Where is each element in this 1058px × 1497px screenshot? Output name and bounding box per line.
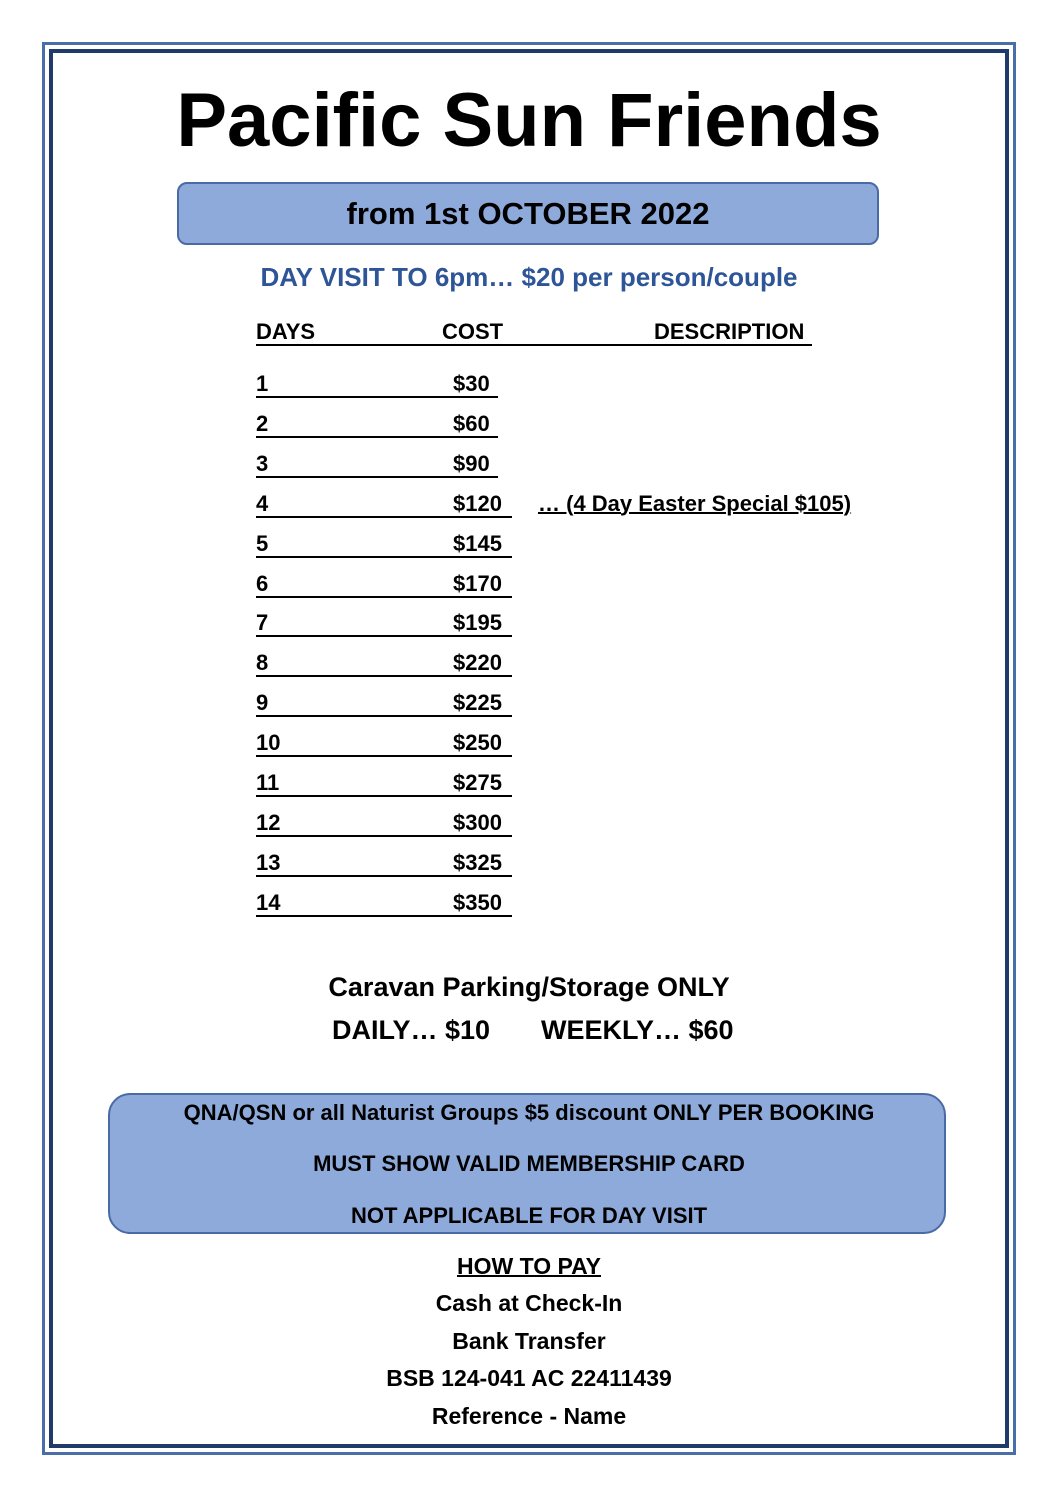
discount-line-day-visit: NOT APPLICABLE FOR DAY VISIT (350, 1203, 708, 1228)
pay-method-bank: Bank Transfer (452, 1328, 606, 1354)
rate-cost: $350 (453, 889, 502, 915)
rate-cost: $170 (453, 570, 502, 596)
rate-days: 4 (256, 490, 269, 516)
rate-row-underline (256, 596, 512, 598)
header-description: DESCRIPTION (654, 319, 805, 344)
rate-cost: $120 (453, 490, 502, 516)
how-to-pay-heading: HOW TO PAY (457, 1253, 601, 1279)
rate-row-underline (256, 675, 512, 677)
rate-cost: $250 (453, 730, 502, 756)
discount-line-membership: MUST SHOW VALID MEMBERSHIP CARD (313, 1151, 745, 1176)
rate-days: 1 (256, 371, 269, 396)
rate-days: 5 (256, 530, 269, 556)
rate-row-underline (256, 875, 512, 877)
header-underline (256, 344, 812, 346)
rate-days: 14 (256, 889, 281, 915)
page-frame-inner (49, 49, 1009, 1448)
rate-cost: $325 (453, 849, 502, 875)
header-cost: COST (442, 319, 504, 344)
rate-row-underline (256, 835, 512, 837)
rate-days: 3 (256, 450, 269, 476)
rate-cost: $30 (453, 371, 490, 396)
rate-cost: $60 (453, 410, 490, 436)
discount-banner (108, 1093, 946, 1234)
rate-cost: $145 (453, 530, 502, 556)
header-days: DAYS (256, 319, 316, 344)
rate-days: 10 (256, 730, 281, 756)
rate-row-underline (256, 915, 512, 917)
rate-cost: $225 (453, 690, 502, 716)
rate-row-underline (256, 396, 498, 398)
pay-method-cash: Cash at Check-In (435, 1290, 623, 1316)
rate-days: 13 (256, 849, 281, 875)
payment-reference: Reference - Name (431, 1403, 627, 1429)
date-banner: from 1st OCTOBER 2022 (177, 182, 879, 245)
rate-days: 11 (256, 770, 280, 795)
rate-days: 6 (256, 570, 269, 596)
caravan-daily-rate: DAILY… $10 (332, 1015, 491, 1045)
rate-row-underline (256, 635, 512, 637)
rate-cost: $300 (453, 809, 502, 835)
rate-cost: $90 (453, 450, 490, 476)
rate-row-underline (256, 755, 512, 757)
rate-cost: $275 (453, 770, 502, 795)
caravan-heading: Caravan Parking/Storage ONLY (328, 972, 730, 1002)
day-visit-price: DAY VISIT TO 6pm… $20 per person/couple (260, 262, 798, 292)
rate-row-underline (256, 436, 498, 438)
bank-details: BSB 124-041 AC 22411439 (386, 1365, 672, 1391)
page-title: Pacific Sun Friends (176, 78, 882, 163)
discount-line-groups: QNA/QSN or all Naturist Groups $5 discount ONLY PER BOOKING (183, 1100, 875, 1125)
rate-cost: $195 (453, 610, 502, 636)
rate-row-underline (256, 516, 512, 518)
rate-row-underline (256, 556, 512, 558)
rate-description: … (4 Day Easter Special $105) (538, 490, 852, 516)
rate-row-underline (256, 476, 498, 478)
caravan-weekly-rate: WEEKLY… $60 (541, 1015, 734, 1045)
rate-days: 2 (256, 410, 269, 436)
rate-days: 12 (256, 809, 281, 835)
rate-days: 7 (256, 610, 269, 636)
rate-days: 9 (256, 690, 269, 716)
rate-days: 8 (256, 650, 269, 676)
rate-row-underline (256, 715, 512, 717)
rate-row-underline (256, 795, 512, 797)
rate-cost: $220 (453, 650, 502, 676)
